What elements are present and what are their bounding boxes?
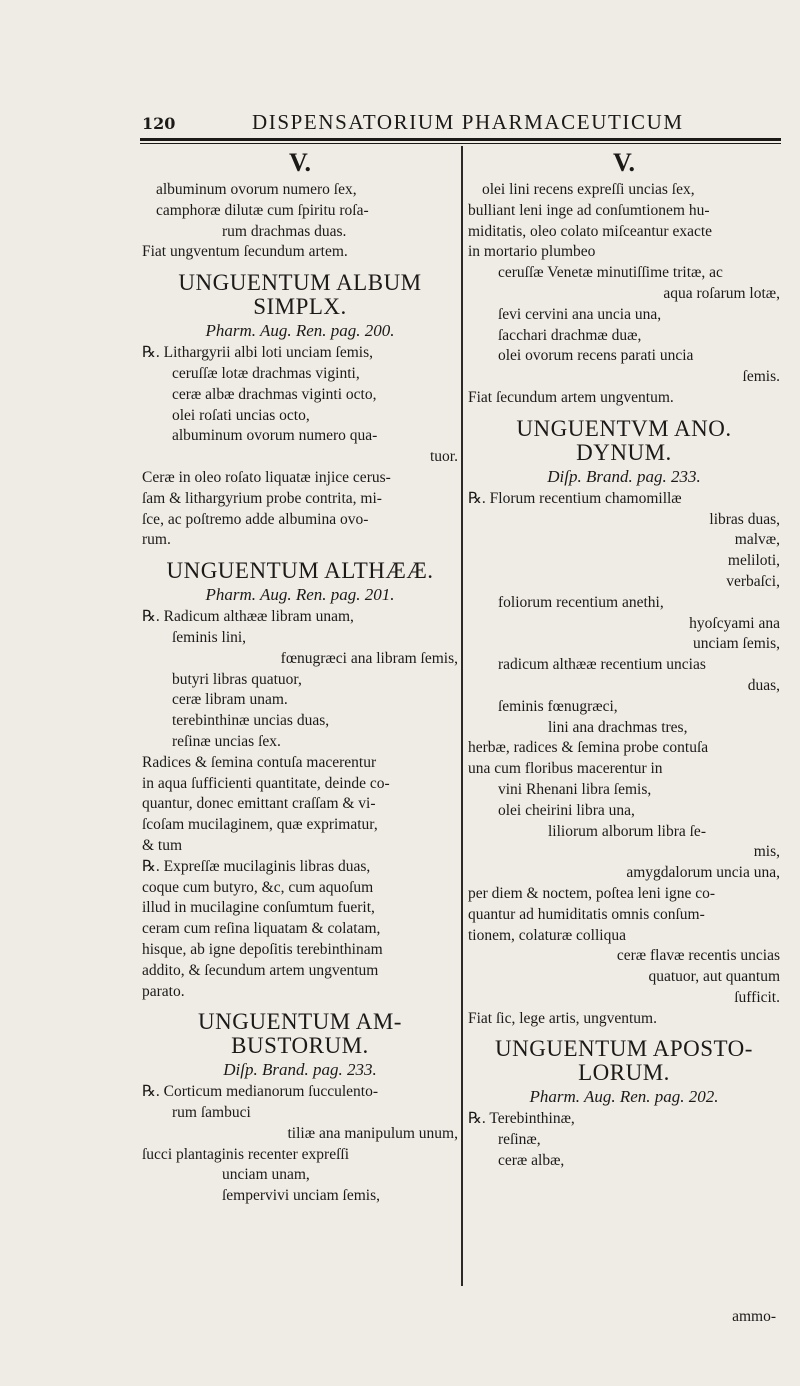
section-source: Pharm. Aug. Ren. pag. 202. bbox=[529, 1087, 719, 1107]
text-line: verbaſci, bbox=[726, 572, 780, 590]
text-line: olei roſati uncias octo, bbox=[172, 406, 310, 424]
text-line: hyoſcyami ana bbox=[689, 614, 780, 632]
text-line: duas, bbox=[747, 676, 780, 694]
section-source: Diſp. Brand. pag. 233. bbox=[223, 1060, 377, 1080]
text-line: ſemis. bbox=[742, 368, 780, 386]
text-line: ceram cum reſina liquatam & colatam, bbox=[142, 920, 381, 938]
text-line: Fiat ſic, lege artis, ungventum. bbox=[468, 1009, 657, 1027]
text-line: miditatis, oleo colato miſceantur exacte bbox=[468, 222, 713, 240]
text-line: ceruſſæ lotæ drachmas viginti, bbox=[172, 364, 360, 382]
text-line: malvæ, bbox=[734, 531, 780, 549]
text-line: Ceræ in oleo roſato liquatæ injice cerus- bbox=[142, 468, 391, 486]
text-line: olei lini recens expreſſi uncias ſex, bbox=[482, 181, 695, 198]
text-line: ſcoſam mucilaginem, quæ exprimatur, bbox=[142, 816, 378, 834]
text-line: addito, & ſecundum artem ungventum bbox=[142, 961, 379, 979]
text-line: Fiat ungventum ſecundum artem. bbox=[142, 243, 348, 261]
text-line: Radices & ſemina contuſa macerentur bbox=[142, 753, 377, 771]
text-line: in mortario plumbeo bbox=[468, 243, 596, 261]
text-line: tionem, colaturæ colliqua bbox=[468, 926, 626, 944]
text-line: vini Rhenani libra ſemis, bbox=[498, 780, 652, 798]
text-line: ſacchari drachmæ duæ, bbox=[498, 326, 642, 344]
header-rule-thin bbox=[140, 143, 781, 144]
text-line: ℞. Radicum althææ libram unam, bbox=[142, 608, 354, 626]
text-line: parato. bbox=[142, 982, 185, 1000]
section-heading: UNGUENTUM APOSTO- bbox=[495, 1036, 753, 1062]
text-line: una cum floribus macerentur in bbox=[468, 760, 663, 778]
section-heading: BUSTORUM. bbox=[231, 1033, 369, 1059]
text-line: in aqua ſufficienti quantitate, deinde co- bbox=[142, 774, 390, 792]
text-line: ſce, ac poſtremo adde albumina ovo- bbox=[142, 510, 369, 528]
text-line: amygdalorum uncia una, bbox=[626, 864, 780, 882]
text-line: tuor. bbox=[430, 448, 458, 466]
text-line: ſevi cervini ana uncia una, bbox=[498, 305, 662, 323]
text-line: terebinthinæ uncias duas, bbox=[172, 712, 330, 730]
text-line: ſucci plantaginis recenter expreſſi bbox=[142, 1145, 350, 1163]
section-heading: SIMPLX. bbox=[253, 294, 347, 320]
text-line: ceræ flavæ recentis uncias bbox=[616, 947, 780, 965]
text-line: radicum althææ recentium uncias bbox=[498, 656, 706, 674]
text-line: albuminum ovorum numero ſex, bbox=[156, 181, 357, 198]
text-line: quatuor, aut quantum bbox=[648, 968, 780, 986]
column-mark: V. bbox=[289, 148, 311, 177]
text-line: ℞. Florum recentium chamomillæ bbox=[468, 489, 682, 507]
text-line: albuminum ovorum numero qua- bbox=[172, 427, 378, 445]
text-line: rum ſambuci bbox=[172, 1104, 251, 1122]
text-line: hisque, ab igne depoſitis terebinthinam bbox=[142, 940, 383, 958]
text-line: ſam & lithargyrium probe contrita, mi- bbox=[142, 489, 382, 507]
text-line: rum drachmas duas. bbox=[222, 222, 347, 240]
text-line: ℞. Corticum medianorum ſucculento- bbox=[142, 1083, 379, 1101]
text-line: reſinæ, bbox=[498, 1131, 541, 1149]
right-column bbox=[468, 146, 780, 1172]
text-line: unciam unam, bbox=[222, 1166, 310, 1184]
text-line: libras duas, bbox=[709, 510, 780, 528]
text-line: coque cum butyro, &c, cum aquoſum bbox=[142, 878, 374, 896]
section-source: Diſp. Brand. pag. 233. bbox=[547, 466, 701, 486]
text-line: ſempervivi unciam ſemis, bbox=[222, 1187, 380, 1205]
text-line: aqua roſarum lotæ, bbox=[663, 284, 780, 302]
text-line: ſufficit. bbox=[734, 988, 780, 1006]
text-line: ℞. Expreſſæ mucilaginis libras duas, bbox=[142, 857, 371, 875]
text-line: olei cheirini libra una, bbox=[498, 801, 635, 819]
text-line: ceræ albæ, bbox=[498, 1152, 565, 1170]
text-line: quantur ad humiditatis omnis conſum- bbox=[468, 905, 705, 923]
text-line: ceruſſæ Venetæ minutiſſime tritæ, ac bbox=[498, 264, 723, 282]
section-heading: DYNUM. bbox=[576, 439, 672, 465]
page-number: 120 bbox=[142, 114, 176, 133]
text-line: unciam ſemis, bbox=[693, 635, 780, 653]
text-line: fœnugræci ana libram ſemis, bbox=[280, 649, 458, 667]
section-source: Pharm. Aug. Ren. pag. 200. bbox=[205, 321, 395, 341]
text-line: foliorum recentium anethi, bbox=[498, 593, 664, 611]
section-source: Pharm. Aug. Ren. pag. 201. bbox=[205, 585, 395, 605]
left-column bbox=[142, 146, 458, 1207]
section-heading: UNGUENTVM ANO. bbox=[516, 415, 732, 441]
text-line: & tum bbox=[142, 836, 183, 854]
column-mark: V. bbox=[613, 148, 635, 177]
section-heading: UNGUENTUM ALTHÆÆ. bbox=[166, 558, 434, 584]
text-line: ℞. Terebinthinæ, bbox=[468, 1110, 575, 1128]
section-heading: LORUM. bbox=[578, 1060, 670, 1086]
text-line: bulliant leni inge ad conſumtionem hu- bbox=[468, 201, 710, 219]
text-line: ceræ albæ drachmas viginti octo, bbox=[172, 385, 377, 403]
text-line: per diem & noctem, poſtea leni igne co- bbox=[468, 884, 716, 902]
text-line: reſinæ uncias ſex. bbox=[172, 732, 281, 750]
section-heading: UNGUENTUM AM- bbox=[198, 1009, 402, 1035]
catchword: ammo- bbox=[732, 1308, 776, 1325]
column-divider bbox=[461, 146, 463, 1286]
text-line: illud in mucilagine conſumtum fuerit, bbox=[142, 899, 375, 917]
text-line: ſeminis fœnugræci, bbox=[498, 697, 618, 715]
text-line: liliorum alborum libra ſe- bbox=[548, 822, 706, 840]
text-line: quantur, donec emittant craſſam & vi- bbox=[142, 795, 376, 813]
text-line: camphoræ dilutæ cum ſpiritu roſa- bbox=[156, 201, 369, 219]
text-line: tiliæ ana manipulum unum, bbox=[287, 1124, 458, 1142]
text-line: meliloti, bbox=[727, 552, 780, 570]
section-heading: UNGUENTUM ALBUM bbox=[178, 270, 422, 296]
text-line: mis, bbox=[753, 843, 780, 861]
running-title: DISPENSATORIUM PHARMACEUTICUM bbox=[252, 110, 684, 134]
text-line: ſeminis lini, bbox=[172, 628, 247, 646]
text-line: lini ana drachmas tres, bbox=[548, 718, 688, 736]
header-rule bbox=[140, 138, 781, 141]
text-line: olei ovorum recens parati uncia bbox=[498, 347, 694, 365]
text-line: ceræ libram unam. bbox=[172, 691, 288, 709]
text-line: butyri libras quatuor, bbox=[172, 670, 302, 688]
text-line: herbæ, radices & ſemina probe contuſa bbox=[468, 739, 709, 757]
text-line: rum. bbox=[142, 531, 171, 549]
text-line: Fiat ſecundum artem ungventum. bbox=[468, 388, 674, 406]
text-line: ℞. Lithargyrii albi loti unciam ſemis, bbox=[142, 344, 374, 362]
